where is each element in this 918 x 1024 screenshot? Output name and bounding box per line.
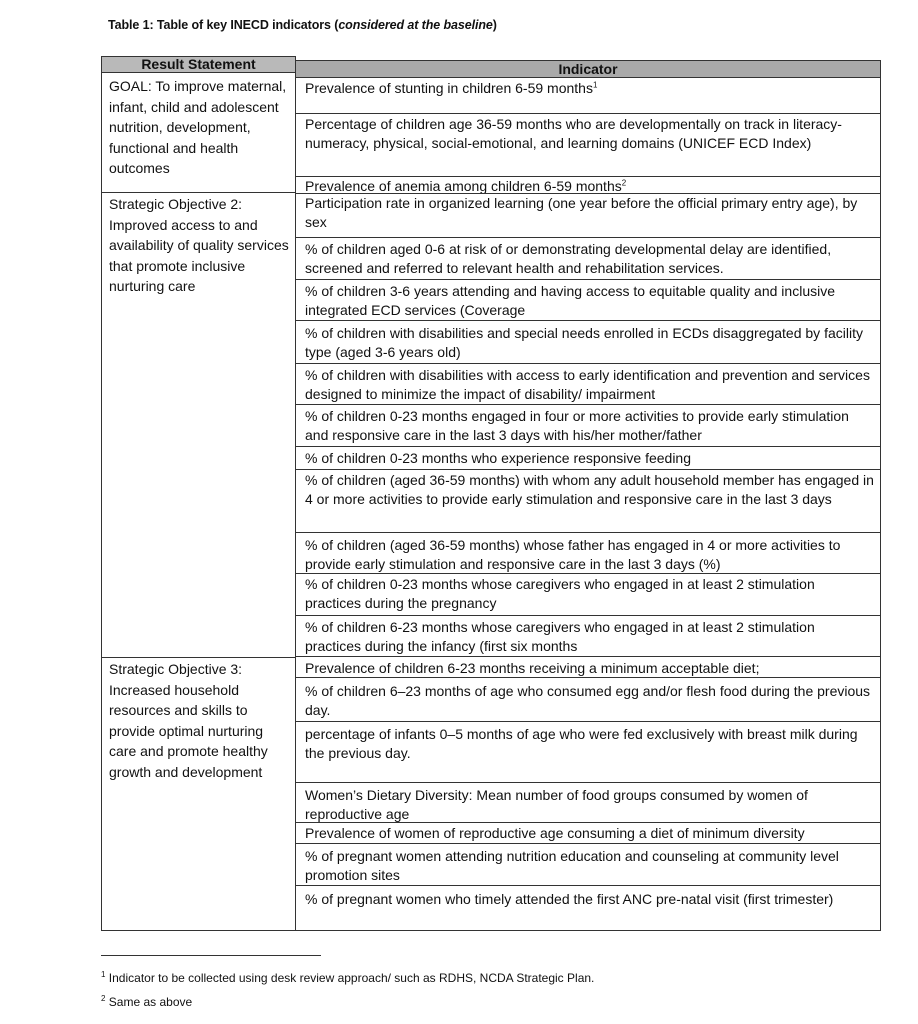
footnote-2: $^2$ Same as above bbox=[101, 994, 193, 1009]
indicator-row: % of children (aged 36-59 months) with whom any adult household member has engaged in 4 or more activities to provide early stimulation and responsive care in the last 3 days bbox=[296, 469, 881, 533]
indicator-row: % of children 6-23 months whose caregivers who engaged in at least 2 stimulation practices during the infancy (first six months bbox=[296, 615, 881, 657]
indicator-row: Prevalence of stunting in children 6-59 months$^1$ bbox=[296, 77, 881, 114]
table-caption bbox=[108, 18, 497, 32]
indicator-row: % of pregnant women who timely attended the first ANC pre-natal visit (first trimester) bbox=[296, 885, 881, 931]
footnote-separator bbox=[101, 955, 321, 956]
header-indicator: Indicator bbox=[296, 60, 881, 78]
indicator-row: % of children 0-23 months who experience responsive feeding bbox=[296, 446, 881, 470]
indicator-row: % of children 6–23 months of age who consumed egg and/or flesh food during the previous day. bbox=[296, 677, 881, 722]
indicator-row: % of children (aged 36-59 months) whose father has engaged in 4 or more activities to provide early stimulation and responsive care in the last 3 days (%) bbox=[296, 532, 881, 574]
indicator-row: % of children with disabilities and special needs enrolled in ECDs disaggregated by facility type (aged 3-6 years old) bbox=[296, 320, 881, 364]
header-result-statement: Result Statement bbox=[101, 56, 296, 73]
indicator-row: Participation rate in organized learning (one year before the official primary entry age), by sex bbox=[296, 193, 881, 238]
section-goal: GOAL: To improve maternal, infant, child and adolescent nutrition, development, functional and health outcomes bbox=[109, 78, 287, 177]
indicator-row: Percentage of children age 36-59 months who are developmentally on track in literacy-numeracy, physical, social-emotional, and learning domains (UNICEF ECD Index) bbox=[296, 113, 881, 177]
indicator-row: % of children with disabilities with access to early identification and prevention and services designed to minimize the impact of disability/ impairment bbox=[296, 363, 881, 405]
indicators-table bbox=[101, 56, 881, 931]
caption-suffix: ) bbox=[492, 18, 497, 32]
caption-prefix: Table 1: Table of key INECD indicators ( bbox=[108, 18, 339, 32]
indicator-row: percentage of infants 0–5 months of age who were fed exclusively with breast milk during the previous day. bbox=[296, 721, 881, 783]
indicator-row: Prevalence of children 6-23 months receiving a minimum acceptable diet; bbox=[296, 656, 881, 678]
indicator-row: % of children 3-6 years attending and having access to equitable quality and inclusive integrated ECD services (Coverage bbox=[296, 279, 881, 321]
indicator-row: Women’s Dietary Diversity: Mean number of food groups consumed by women of reproductive age bbox=[296, 782, 881, 823]
indicator-row: % of children 0-23 months engaged in four or more activities to provide early stimulation and responsive care in the last 3 days with his/her mother/father bbox=[296, 404, 881, 447]
footnote-1: $^1$ Indicator to be collected using desk review approach/ such as RDHS, NCDA Strategic Plan. bbox=[101, 970, 595, 985]
indicator-row: Prevalence of anemia among children 6-59 months$^2$ bbox=[296, 176, 881, 194]
section-strategic-objective-3: Strategic Objective 3: Increased household resources and skills to provide optimal nurturing care and promote healthy growth and development bbox=[109, 661, 268, 780]
indicator-row: Prevalence of women of reproductive age consuming a diet of minimum diversity bbox=[296, 822, 881, 844]
indicator-row: % of pregnant women attending nutrition education and counseling at community level promotion sites bbox=[296, 843, 881, 886]
indicator-row: % of children 0-23 months whose caregivers who engaged in at least 2 stimulation practices during the pregnancy bbox=[296, 573, 881, 616]
indicator-row: % of children aged 0-6 at risk of or demonstrating developmental delay are identified, screened and referred to relevant health and rehabilitation services. bbox=[296, 237, 881, 280]
caption-italic: considered at the baseline bbox=[338, 18, 493, 32]
section-strategic-objective-2: Strategic Objective 2: Improved access to and availability of quality services that promote inclusive nurturing care bbox=[109, 196, 289, 295]
